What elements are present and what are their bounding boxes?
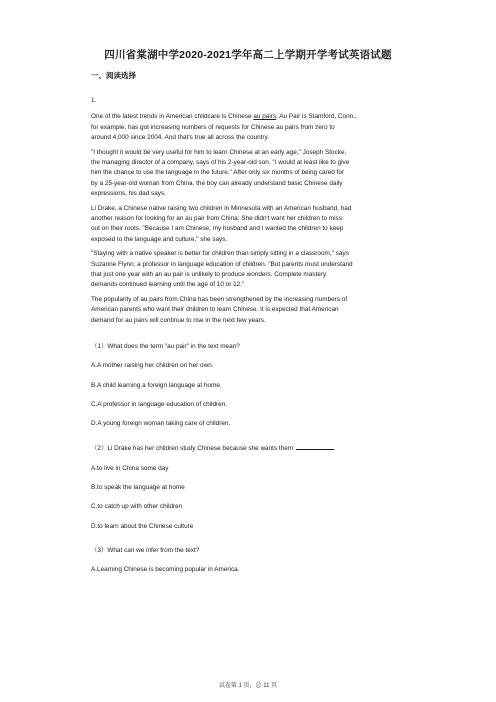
exam-title: 四川省棠湖中学2020-2021学年高二上学期开学考试英语试题 bbox=[104, 49, 392, 61]
passage-paragraph-3: Li Drake, a Chinese native raising two children in Minnesota with an American husband, had another reason for looking for an au pair from China: She didn't want her children to miss out on their roots. "Because I am Chinese, my husband and I wanted the children to keep exposed to the language and culture," she says. bbox=[91, 204, 352, 243]
section-heading: 一、阅读选择 bbox=[91, 71, 136, 80]
option-b: B.to speak the language at home bbox=[91, 484, 185, 492]
answer-blank bbox=[296, 443, 334, 450]
question-text-wrapper: （2）Li Drake has her children study Chinese because she wants them . bbox=[91, 445, 336, 453]
option-c: C.to catch up with other children bbox=[91, 503, 183, 511]
option-d: D.to learn about the Chinese culture bbox=[91, 522, 194, 530]
question-1 bbox=[91, 342, 431, 429]
option-c: C.A professor in language education of children. bbox=[91, 400, 228, 408]
option-b: B.A child learning a foreign language at home. bbox=[91, 381, 222, 389]
paragraph-text: . Au Pair is Stamford, Conn., for example, has got increasing numbers of requests for Chinese au pairs from zero to around 4,000 since 2004. And that's true all across the country. bbox=[91, 113, 357, 141]
paragraph-text: One of the latest trends in American childcare is Chinese bbox=[91, 113, 254, 121]
question-number: 1. bbox=[91, 97, 97, 104]
question-3 bbox=[91, 546, 431, 576]
reading-content bbox=[91, 96, 431, 585]
passage-paragraph-4: "Staying with a native speaker is better for children than simply sitting in a classroom," says Suzanne Flynn, a professor in language education of children. "But parents must understand that just one year with an au pair is unlikely to produce wonders. Complete mastery demands continued learning until the age of 10 or 12." bbox=[91, 250, 353, 289]
passage-paragraph-2: "I thought it would be very useful for him to learn Chinese at an early age," Joseph Stocke, the managing director of a company, says of his 2-year-old son. "I would at least like to give him the chance to use the language in the future." After only six months of being cared for by a 25-year-old woman from China, the boy can already understand basic Chinese daily expressions, his dad says. bbox=[91, 148, 350, 197]
question-text: （1）What does the term "au pair" in the text mean? bbox=[91, 342, 240, 350]
question-text: （3）What can we infer from the text? bbox=[91, 546, 200, 554]
option-a: A.A mother raising her children on her own. bbox=[91, 362, 214, 370]
page-footer: 试卷第 1 页，总 11 页 bbox=[218, 683, 278, 689]
option-a: A.Learning Chinese is becoming popular in America. bbox=[91, 566, 240, 574]
option-a: A.to live in China some day bbox=[91, 464, 169, 472]
question-text: （2）Li Drake has her children study Chinese because she wants them bbox=[91, 445, 295, 453]
question-2 bbox=[91, 443, 431, 531]
underlined-term: au pairs bbox=[253, 113, 277, 121]
passage-paragraph-1 bbox=[91, 112, 431, 143]
option-d: D.A young foreign woman taking care of children. bbox=[91, 420, 231, 428]
passage-paragraph-5: The popularity of au pairs from China has been strengthened by the increasing numbers of American parents who want their children to learn Chinese. It is expected that American demand for au pairs will continue to rise in the next few years. bbox=[91, 296, 348, 324]
